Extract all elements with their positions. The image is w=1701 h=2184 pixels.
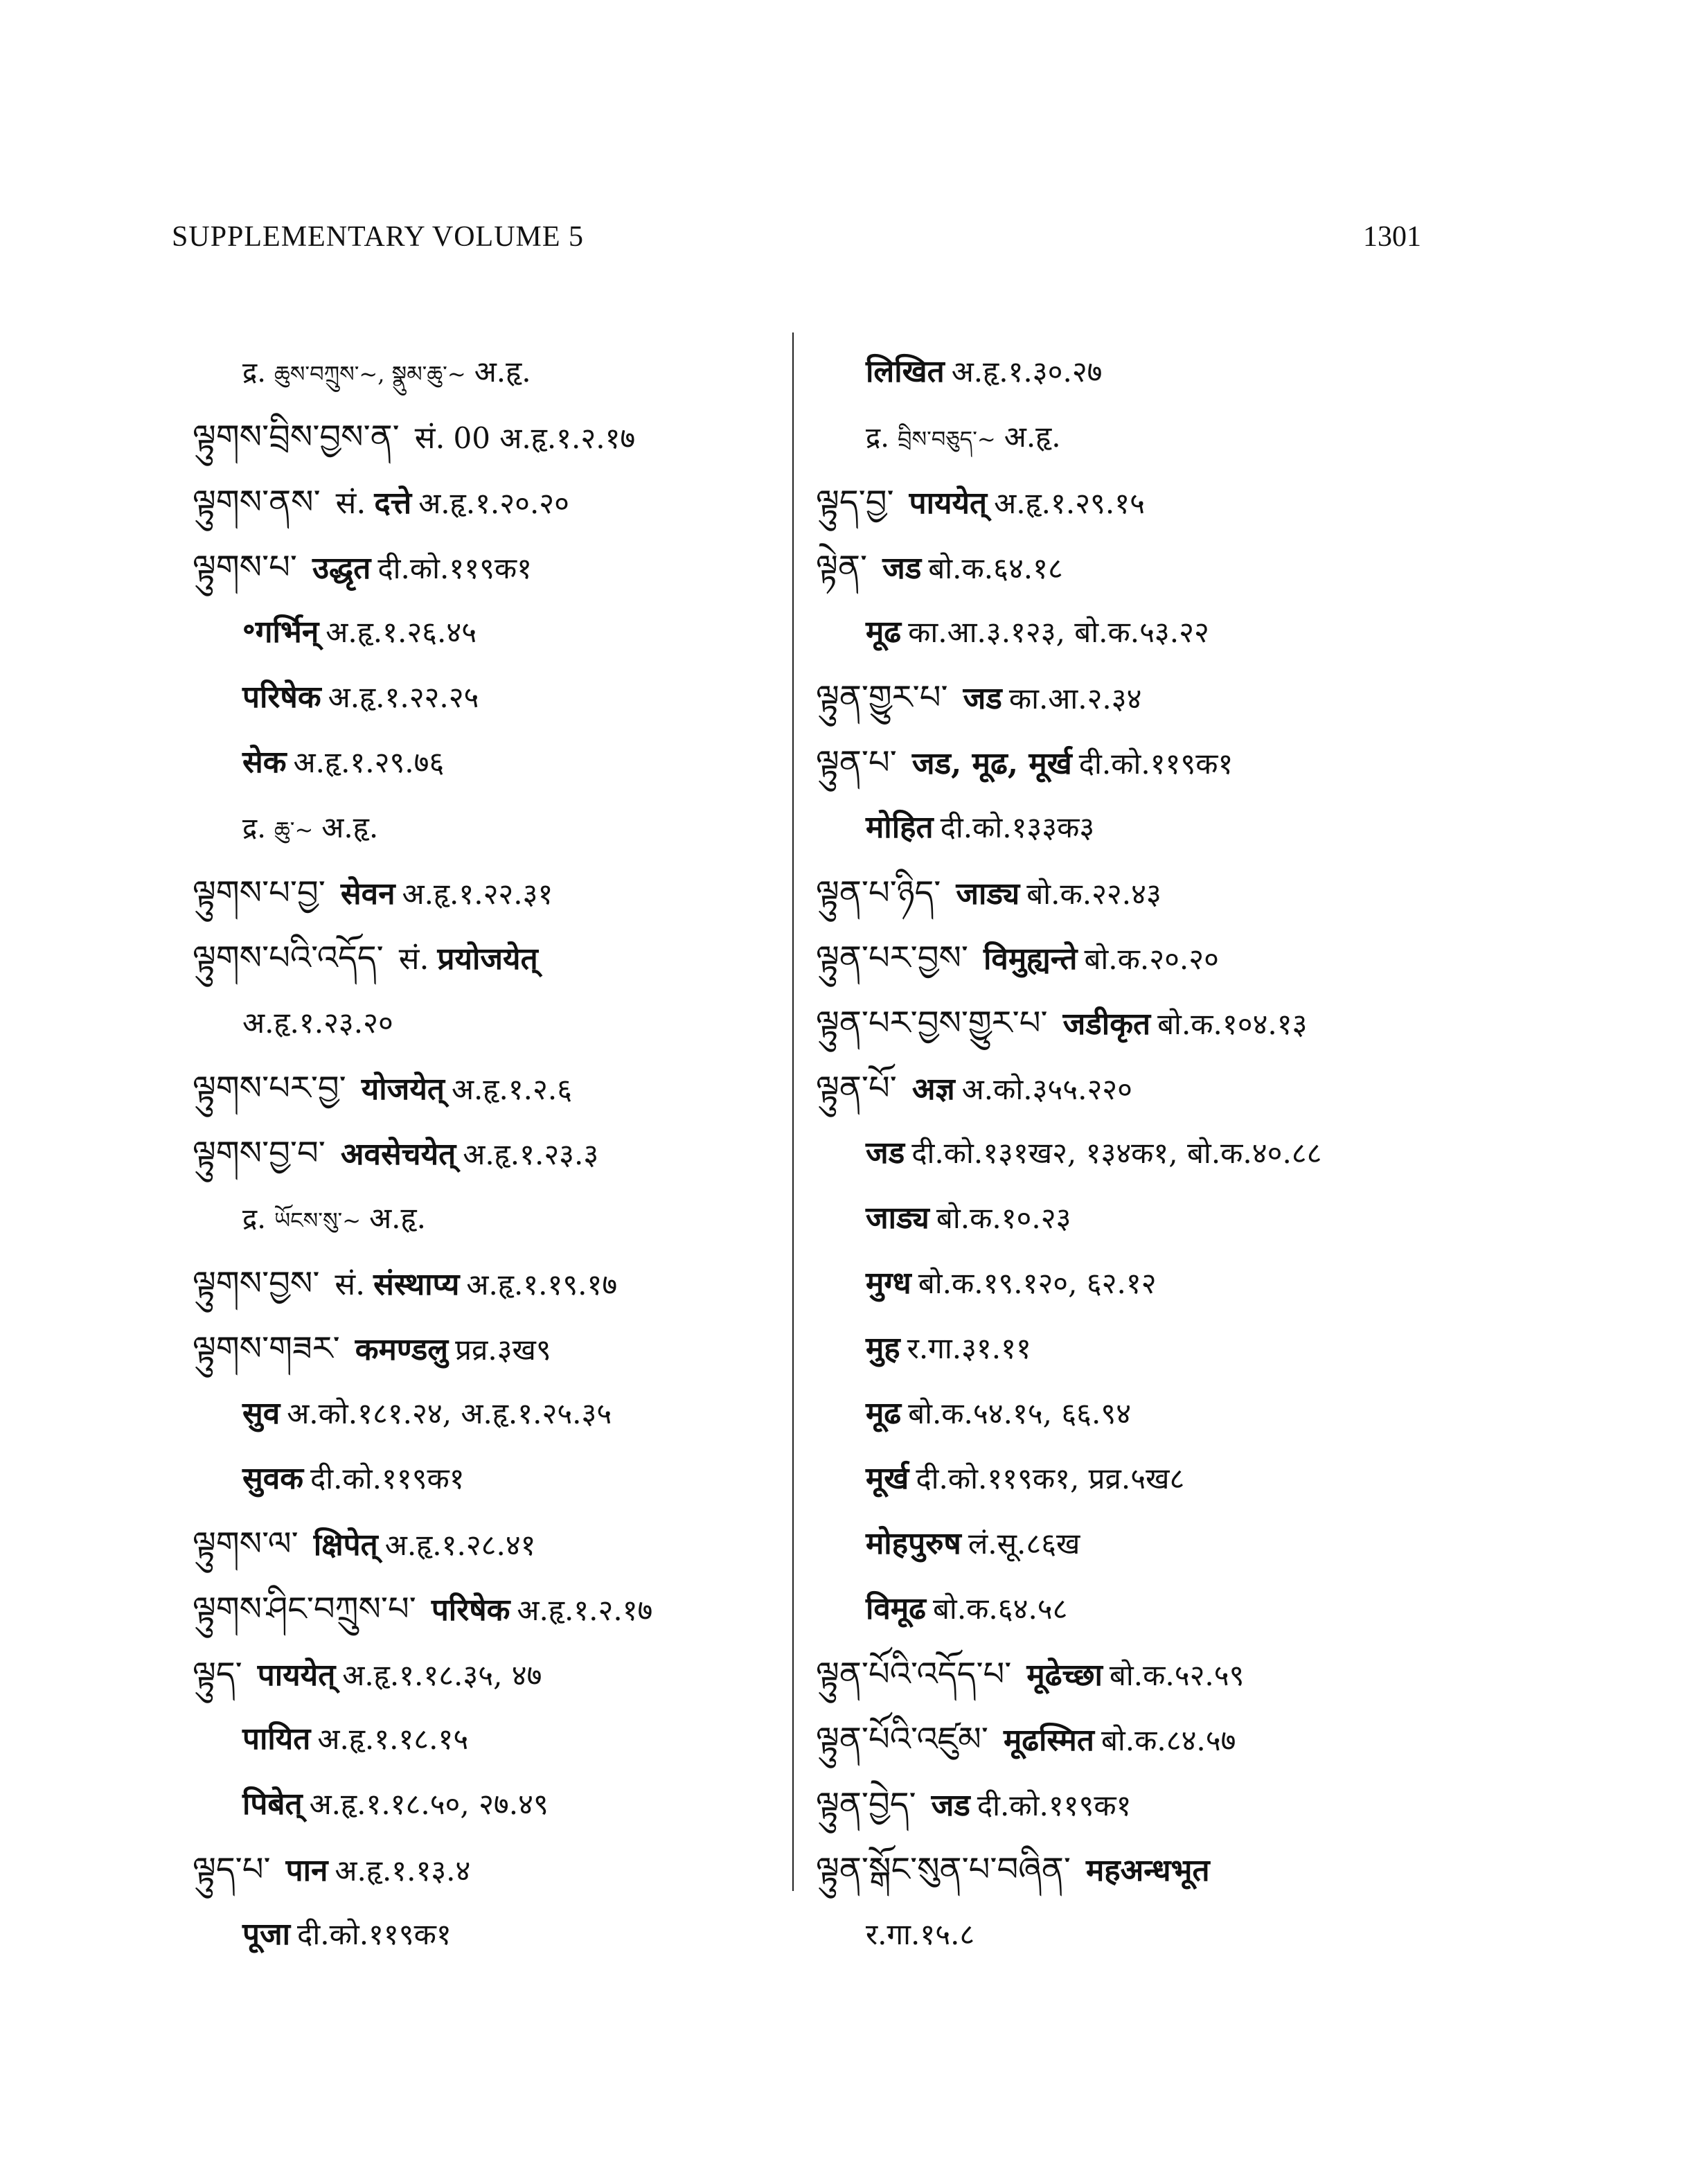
dictionary-entry [193,925,774,991]
dictionary-entry [193,1316,774,1381]
tibetan-headword: ལྟུད་ [193,1655,242,1694]
dictionary-entry [816,1251,1439,1316]
tibetan-headword: ལྟུན་པ་ [816,743,897,782]
sanskrit-equivalent: जड [931,1788,970,1823]
dictionary-entry [193,339,774,405]
dictionary-entry [816,665,1439,730]
source-reference: बो.क.१०४.१३ [1157,1007,1308,1041]
dictionary-entry [193,1381,774,1446]
source-reference: र.गा.३१.११ [907,1331,1031,1365]
cross-reference-marker: द्र. [866,422,889,454]
dictionary-entry [193,1186,774,1251]
grammar-label: सं. [335,1267,366,1302]
dictionary-entry [193,1446,774,1511]
tibetan-headword: ལྟུན་པར་བྱས་ [816,939,968,977]
dictionary-entry [816,991,1439,1056]
dictionary-entry [816,1446,1439,1511]
sanskrit-equivalent: सेक [242,745,287,780]
dictionary-entry [816,405,1439,470]
dictionary-entry [816,1772,1439,1837]
dictionary-entry [816,1121,1439,1186]
dictionary-entry [193,1837,774,1902]
source-reference: दी.को.११९क१ [377,551,533,585]
tibetan-headword: ལྟུན་པོ་ [816,1069,897,1108]
source-reference: दी.को.११९क१ [1078,747,1234,781]
cross-reference-marker: द्र. [242,1203,266,1235]
dictionary-entry [193,470,774,535]
tibetan-headword: ལྟུགས་ལ་ [193,1525,299,1563]
tibetan-headword: ལྟུགས་པ་ [193,548,298,587]
sanskrit-equivalent: मोहपुरुष [866,1526,961,1561]
source-reference: दी.को.११९क१, प्रव्र.५ख८ [916,1462,1185,1495]
sanskrit-equivalent: मूढस्मित [1003,1723,1094,1758]
sanskrit-equivalent: ॰गर्भिन् [242,614,319,650]
tibetan-headword: ལྟུན་བྱེད་ [816,1785,916,1824]
sanskrit-equivalent: पाययेत् [257,1658,336,1693]
dictionary-entry [816,1186,1439,1251]
page-number: 1301 [1363,221,1421,253]
dictionary-entry [816,730,1439,795]
dictionary-entry [816,860,1439,925]
dictionary-entry [193,730,774,795]
tibetan-headword: ལྟུགས་པར་བྱ་ [193,1069,346,1108]
running-header: SUPPLEMENTARY VOLUME 5 [172,221,585,253]
source-reference: अ.हृ. [474,355,531,389]
cross-reference-marker: द्र. [242,357,266,389]
source-reference: बो.क.८४.५७ [1101,1723,1236,1757]
dictionary-entry [193,1121,774,1186]
tibetan-headword: ཆུས་བཀྲུས་~, སྣུམ་ཆུ་~ [274,361,466,387]
source-reference: अ.हृ.१.१८.५०, २७.४९ [309,1787,549,1821]
source-reference: बो.क.६४.१८ [928,551,1063,585]
dictionary-entry [816,1642,1439,1707]
dictionary-entry [193,535,774,600]
sanskrit-equivalent: सुवक [242,1461,303,1496]
dictionary-entry [816,535,1439,600]
sanskrit-equivalent: सुव [242,1396,280,1431]
source-reference: अ.हृ.१.२२.२५ [328,680,479,714]
sanskrit-equivalent: मुह [866,1331,900,1366]
source-reference: अ.हृ.१.२.६ [451,1072,573,1106]
sanskrit-equivalent: प्रयोजयेत् [437,941,538,977]
dictionary-entry [816,1056,1439,1121]
sanskrit-equivalent: मोहित [866,810,934,845]
sanskrit-equivalent: पायित [242,1721,311,1757]
cross-reference-marker: द्र. [242,813,266,844]
dictionary-entry [193,1772,774,1837]
dictionary-entry [193,860,774,925]
dictionary-entry [193,405,774,470]
source-reference: दी.को.१३१ख२, १३४क१, बो.क.४०.८८ [911,1136,1322,1170]
source-reference: बो.क.१९.१२०, ६२.१२ [918,1266,1157,1300]
tibetan-headword: ལྟུན་སྒོང་སུན་པ་བཞིན་ [816,1850,1071,1889]
sanskrit-equivalent: कमण्डलु [355,1332,449,1367]
tibetan-headword: ལྟུགས་ཤིང་བཀྲུས་པ་ [193,1590,416,1628]
right-column [816,339,1439,1967]
tibetan-headword: ལྟུགས་བྱ་བ་ [193,1134,326,1173]
source-reference: अ.हृ. [1004,420,1061,454]
dictionary-entry [193,991,774,1056]
tibetan-headword: ལྟུགས་གཟར་ [193,1329,340,1368]
tibetan-headword: ལྟུགས་བྱས་ [193,1264,320,1303]
source-reference: अ.हृ.१.२३.३ [463,1137,599,1171]
source-reference: अ.हृ.१.१३.४ [335,1854,471,1888]
sanskrit-equivalent: उद्धृत [312,551,371,586]
sanskrit-equivalent: मूढ [866,1396,902,1431]
sanskrit-equivalent: पिबेत् [242,1786,303,1822]
dictionary-entry [816,1316,1439,1381]
sanskrit-equivalent: मूर्ख [866,1461,909,1496]
sanskrit-equivalent: योजयेत् [361,1072,445,1107]
dictionary-entry [816,1707,1439,1772]
source-reference: अ.हृ.१.१९.१७ [466,1268,618,1302]
source-reference: अ.हृ.१.१८.१५ [317,1722,469,1756]
tibetan-headword: ལྟུན་པོའི་འདོད་པ་ [816,1655,1012,1694]
source-reference: बो.क.५४.१५, ६६.९४ [908,1396,1132,1430]
sanskrit-equivalent: विमूढ [866,1591,926,1626]
source-reference: अ.हृ.१.२२.३१ [402,877,553,911]
tibetan-headword: བྲིས་བཅུད་~ [897,426,996,452]
source-reference: अ.हृ.१.३०.२७ [951,355,1103,389]
grammar-label: सं. [398,941,429,977]
sanskrit-equivalent: पूजा [242,1917,291,1952]
dictionary-entry [816,600,1439,665]
source-reference: अ.को.३५५.२२० [961,1072,1132,1106]
tibetan-headword: ལྟུན་པོའི་འཛུམ་ [816,1720,988,1759]
dictionary-entry [816,1577,1439,1642]
sanskrit-equivalent: अवसेचयेत् [340,1137,456,1172]
source-reference: दी.को.११९क१ [297,1917,452,1951]
dictionary-entry [193,795,774,860]
sanskrit-equivalent: पाययेत् [909,486,988,521]
tibetan-headword: ལྟུན་གྱུར་པ་ [816,678,948,717]
tibetan-headword: ལྟུགས་ནས་ [193,483,321,522]
tibetan-headword: ལྟུད་པ་ [193,1850,271,1889]
tibetan-headword: ལྟེན་ [816,548,868,587]
dictionary-entry [816,1902,1439,1967]
sanskrit-equivalent: जडीकृत [1062,1006,1151,1042]
source-reference: बो.क.१०.२३ [936,1201,1071,1235]
sanskrit-equivalent: संस्थाप्य [373,1267,460,1302]
sanskrit-equivalent: परिषेक [242,680,321,715]
sanskrit-equivalent: दत्ते [374,486,412,521]
source-reference: बो.क.६४.५८ [932,1592,1068,1626]
tibetan-headword: ལྟུན་པ་ཉིད་ [816,873,941,912]
dictionary-entry [816,1381,1439,1446]
sanskrit-equivalent: महअन्धभूत [1085,1853,1210,1888]
source-reference: अ.हृ.१.२३.२० [242,1006,393,1040]
source-reference: बो.क.५२.५९ [1109,1658,1245,1692]
dictionary-entry [816,925,1439,991]
tibetan-headword: ལྟུགས་པ་བྱ་ [193,873,326,912]
sanskrit-equivalent: पान [285,1853,328,1888]
source-reference: दी.को.११९क१ [310,1462,465,1495]
dictionary-entry [816,470,1439,535]
source-reference: अ.हृ.१.२६.४५ [326,615,477,649]
sanskrit-equivalent: मुग्ध [866,1266,911,1301]
source-reference: बो.क.२०.२० [1084,942,1219,976]
source-reference: का.आ.३.१२३, बो.क.५३.२२ [908,615,1209,649]
dictionary-entry [193,1251,774,1316]
dictionary-entry [193,665,774,730]
source-reference: अ.हृ.१.२९.७६ [293,745,445,779]
dictionary-entry [193,600,774,665]
source-reference: र.गा.१५.८ [866,1917,975,1951]
sanskrit-equivalent: लिखित [866,354,945,389]
dictionary-entry [193,1577,774,1642]
sanskrit-equivalent: जड [882,551,922,586]
tibetan-headword: ལྟུགས་བྲིས་བྱས་ན་ [193,418,400,456]
source-reference: बो.क.२२.४३ [1026,877,1161,911]
tibetan-headword: ལྟུད་བྱ་ [816,483,894,522]
source-reference: अ.हृ.१.२.१७ [517,1593,653,1627]
column-divider [792,332,794,1891]
source-reference: प्रव्र.३ख९ [455,1333,551,1367]
dictionary-entry [193,1056,774,1121]
sanskrit-equivalent: जड [963,681,1002,716]
dictionary-entry [816,339,1439,405]
source-reference: अ.हृ.१.२८.४१ [384,1528,536,1562]
dictionary-entry [193,1642,774,1707]
dictionary-entry [193,1902,774,1967]
sanskrit-equivalent: परिषेक [431,1592,510,1628]
tibetan-headword: ཡོངས་སུ་~ [274,1207,362,1234]
source-reference: लं.सू.८६ख [968,1527,1080,1561]
source-reference: अ.हृ. [369,1201,426,1235]
source-reference: अ.हृ. [321,810,379,844]
source-reference: अ.हृ.१.१८.३५, ४७ [342,1658,542,1692]
sanskrit-equivalent: जाड्य [956,876,1020,912]
dictionary-entry [193,1707,774,1772]
source-reference: का.आ.२.३४ [1008,682,1142,716]
sanskrit-equivalent: अज्ञ [911,1072,955,1107]
sanskrit-equivalent: जड, मूढ, मूर्ख [911,746,1072,781]
source-reference: 00 अ.हृ.१.२.१७ [453,421,636,455]
dictionary-entry [193,1511,774,1577]
source-reference: अ.को.१८१.२४, अ.हृ.१.२५.३५ [287,1396,612,1430]
tibetan-headword: ལྟུགས་པའི་འདོད་ [193,939,384,977]
sanskrit-equivalent: जड [866,1135,905,1171]
sanskrit-equivalent: क्षिपेत् [313,1527,378,1563]
source-reference: दी.को.११९क१ [977,1788,1132,1822]
sanskrit-equivalent: विमुह्यन्ते [983,941,1078,977]
grammar-label: सं. [414,420,445,456]
dictionary-entry [816,1837,1439,1902]
grammar-label: सं. [335,486,366,521]
sanskrit-equivalent: सेवन [340,876,395,912]
sanskrit-equivalent: जाड्य [866,1200,929,1236]
source-reference: दी.को.१३३क३ [940,810,1095,844]
source-reference: अ.हृ.१.२०.२० [418,486,569,520]
sanskrit-equivalent: मूढ [866,614,902,650]
dictionary-entry [816,1511,1439,1577]
left-column [193,339,774,1967]
sanskrit-equivalent: मूढेच्छा [1026,1658,1103,1693]
dictionary-entry [816,795,1439,860]
tibetan-headword: ཆུ་~ [274,817,314,843]
tibetan-headword: ལྟུན་པར་བྱས་གྱུར་པ་ [816,1004,1048,1042]
source-reference: अ.हृ.१.२९.१५ [994,486,1145,520]
